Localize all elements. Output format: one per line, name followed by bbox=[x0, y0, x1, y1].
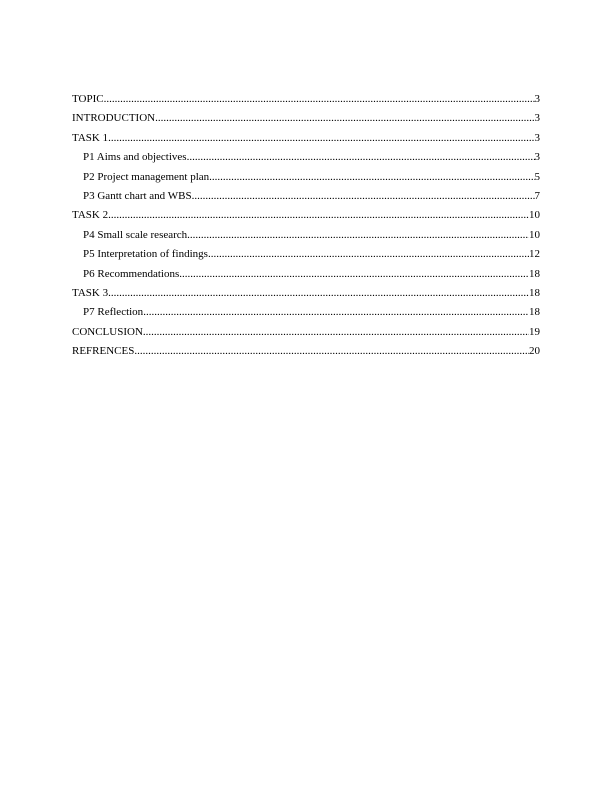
toc-entry-page: 3 bbox=[534, 93, 540, 105]
toc-entry-topic[interactable] bbox=[72, 92, 540, 111]
toc-entry-title: P1 Aims and objectives bbox=[83, 151, 187, 164]
toc-entry-title: P6 Recommendations bbox=[83, 267, 180, 280]
toc-dot-leader bbox=[179, 267, 529, 281]
toc-entry-page: 7 bbox=[534, 189, 540, 202]
toc-dot-leader bbox=[155, 111, 534, 125]
toc-entry-page: 10 bbox=[529, 209, 540, 222]
toc-entry-p5-interpretation-of-findings[interactable] bbox=[72, 247, 540, 266]
toc-entry-refrences[interactable] bbox=[72, 344, 540, 363]
toc-entry-title: TASK 1 bbox=[72, 131, 109, 144]
toc-entry-title: INTRODUCTION bbox=[72, 112, 156, 125]
toc-entry-conclusion[interactable] bbox=[72, 325, 540, 344]
toc-entry-title: P7 Reflection bbox=[83, 306, 144, 319]
toc-dot-leader bbox=[192, 189, 535, 203]
toc-dot-leader bbox=[208, 247, 529, 261]
toc-entry-title: P2 Project management plan bbox=[83, 170, 210, 183]
toc-entry-title: P5 Interpretation of findings bbox=[83, 248, 208, 261]
table-of-contents bbox=[72, 92, 540, 363]
toc-entry-title: REFRENCES bbox=[72, 345, 135, 358]
toc-dot-leader bbox=[108, 131, 534, 145]
toc-dot-leader bbox=[187, 150, 535, 164]
toc-entry-title: CONCLUSION bbox=[72, 325, 143, 338]
toc-entry-task-3[interactable] bbox=[72, 286, 540, 305]
toc-entry-page: 12 bbox=[529, 248, 540, 261]
toc-entry-task-1[interactable] bbox=[72, 131, 540, 150]
toc-entry-page: 18 bbox=[529, 267, 540, 280]
toc-entry-page: 19 bbox=[529, 325, 540, 338]
toc-entry-title: TASK 2 bbox=[72, 209, 109, 222]
toc-dot-leader bbox=[104, 92, 535, 106]
toc-entry-p1-aims-and-objectives[interactable] bbox=[72, 150, 540, 169]
toc-dot-leader bbox=[187, 228, 529, 242]
toc-entry-page: 20 bbox=[529, 345, 540, 358]
toc-entry-title: TASK 3 bbox=[72, 286, 109, 299]
toc-entry-p4-small-scale-research[interactable] bbox=[72, 228, 540, 247]
toc-dot-leader bbox=[108, 208, 529, 222]
toc-entry-page: 3 bbox=[534, 131, 540, 144]
toc-entry-introduction[interactable] bbox=[72, 111, 540, 130]
toc-dot-leader bbox=[134, 344, 529, 358]
toc-dot-leader bbox=[209, 170, 534, 184]
toc-entry-p6-recommendations[interactable] bbox=[72, 267, 540, 286]
toc-entry-p3-gantt-chart-and-wbs[interactable] bbox=[72, 189, 540, 208]
toc-entry-page: 10 bbox=[529, 228, 540, 241]
toc-entry-page: 3 bbox=[534, 112, 540, 125]
toc-entry-p2-project-management-plan[interactable] bbox=[72, 170, 540, 189]
toc-entry-page: 5 bbox=[534, 170, 540, 183]
toc-entry-title: P4 Small scale research bbox=[83, 228, 188, 241]
toc-dot-leader bbox=[108, 286, 529, 300]
toc-entry-title: TOPIC bbox=[72, 93, 104, 105]
toc-entry-page: 18 bbox=[529, 286, 540, 299]
toc-entry-p7-reflection[interactable] bbox=[72, 305, 540, 324]
toc-dot-leader bbox=[143, 325, 529, 339]
toc-entry-page: 3 bbox=[534, 151, 540, 164]
toc-entry-task-2[interactable] bbox=[72, 208, 540, 227]
toc-dot-leader bbox=[143, 305, 529, 319]
toc-entry-title: P3 Gantt chart and WBS bbox=[83, 189, 192, 202]
toc-entry-page: 18 bbox=[529, 306, 540, 319]
